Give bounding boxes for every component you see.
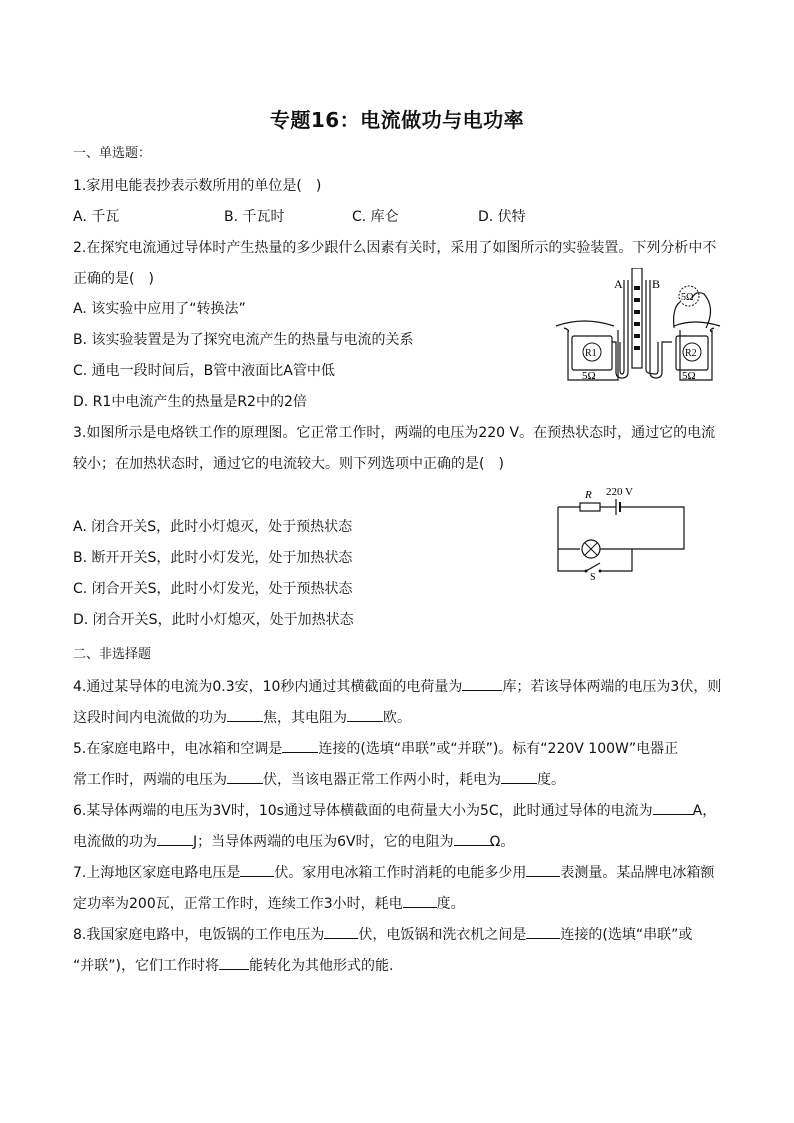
resistor-r2-label: R2 [685,348,697,359]
question-1-option-d: D. 伏特 [478,209,526,225]
section-heading-single-choice: 一、单选题： [73,146,152,161]
question-3-option-c: C. 闭合开关S，此时小灯发光，处于预热状态 [73,581,353,597]
answer-blank[interactable] [324,923,358,939]
question-7-line-2: 定功率为200瓦，正常工作时，连续工作3小时，耗电 度。 [73,892,465,914]
heating-experiment-figure [554,268,724,386]
voltage-label: 220 V [606,486,633,498]
answer-blank[interactable] [219,954,249,970]
answer-blank[interactable] [240,861,274,877]
top-resistance-label: 5Ω [681,292,694,303]
question-4-line-2: 这段时间内电流做的功为 焦，其电阻为 欧。 [73,706,411,728]
question-3-option-a: A. 闭合开关S，此时小灯熄灭，处于预热状态 [73,519,353,535]
soldering-iron-circuit-figure [554,483,690,581]
answer-blank[interactable] [653,799,693,815]
question-3-stem-line-2: 较小；在加热状态时，通过它的电流较大。则下列选项中正确的是( ) [73,456,504,472]
question-8-line-1: 8.我国家庭电路中，电饭锅的工作电压为 伏，电饭锅和洗衣机之间是 连接的(选填“串联”或 [73,923,692,945]
answer-blank[interactable] [347,706,383,722]
question-7-line-1: 7.上海地区家庭电路电压是 伏。家用电冰箱工作时消耗的电能多少用 表测量。某品牌电冰箱额 [73,861,714,883]
question-1-stem: 1.家用电能表抄表示数所用的单位是( ) [73,178,322,194]
question-2-stem-line-1: 2.在探究电流通过导体时产生热量的多少跟什么因素有关时，采用了如图所示的实验装置。下列分析中不 [73,240,717,256]
resistor-r1-label: R1 [585,348,597,359]
resistor-label: R [585,489,592,501]
answer-blank[interactable] [227,706,263,722]
answer-blank[interactable] [526,861,560,877]
question-2-option-a: A. 该实验中应用了“转换法” [73,301,246,317]
question-1-option-a: A. 千瓦 [73,209,120,225]
tube-label-a: A [614,277,623,291]
resistor-r [580,503,600,511]
question-3-option-d: D. 闭合开关S，此时小灯熄灭，处于加热状态 [73,612,354,628]
switch-label: S [590,572,596,581]
question-1-option-c: C. 库仑 [352,209,399,225]
question-6-line-1: 6.某导体两端的电压为3V时，10s通过导体横截面的电荷量大小为5C，此时通过导体的电流为 A， [73,799,716,821]
answer-blank[interactable] [157,830,193,846]
answer-blank[interactable] [227,768,263,784]
page-title: 专题16：电流做功与电功率 [269,108,525,132]
question-2-option-c: C. 通电一段时间后，B管中液面比A管中低 [73,363,335,379]
question-3-stem-line-1: 3.如图所示是电烙铁工作的原理图。它正常工作时，两端的电压为220 V。在预热状态时，通过它的电流 [73,425,716,441]
section-heading-non-choice: 二、非选择题 [73,647,152,662]
question-5-line-1: 5.在家庭电路中，电冰箱和空调是 连接的(选填“串联”或“并联”)。标有“220V 100W”电器正 [73,737,678,759]
answer-blank[interactable] [282,737,318,753]
left-resistance-label: 5Ω [582,370,596,382]
question-8-line-2: “并联”)，它们工作时将 能转化为其他形式的能. [73,954,393,976]
question-1-option-b: B. 千瓦时 [224,209,285,225]
lamp-symbol [582,540,600,558]
answer-blank[interactable] [403,892,437,908]
tube-label-b: B [652,277,661,291]
answer-blank[interactable] [454,830,490,846]
question-3-option-b: B. 断开开关S，此时小灯发光，处于加热状态 [73,550,353,566]
question-2-stem-line-2: 正确的是( ) [73,271,154,287]
answer-blank[interactable] [462,675,502,691]
question-4-line-1: 4.通过某导体的电流为0.3安，10秒内通过其横截面的电荷量为 库；若该导体两端的电压为3伏，则 [73,675,721,697]
right-resistance-label: 5Ω [682,370,696,382]
question-2-option-d: D. R1中电流产生的热量是R2中的2倍 [73,394,307,410]
question-2-option-b: B. 该实验装置是为了探究电流产生的热量与电流的关系 [73,332,414,348]
answer-blank[interactable] [501,768,537,784]
question-6-line-2: 电流做的功为 J；当导体两端的电压为6V时，它的电阻为 Ω。 [73,830,514,852]
answer-blank[interactable] [526,923,560,939]
question-5-line-2: 常工作时，两端的电压为 伏，当该电器正常工作两小时，耗电为 度。 [73,768,565,790]
